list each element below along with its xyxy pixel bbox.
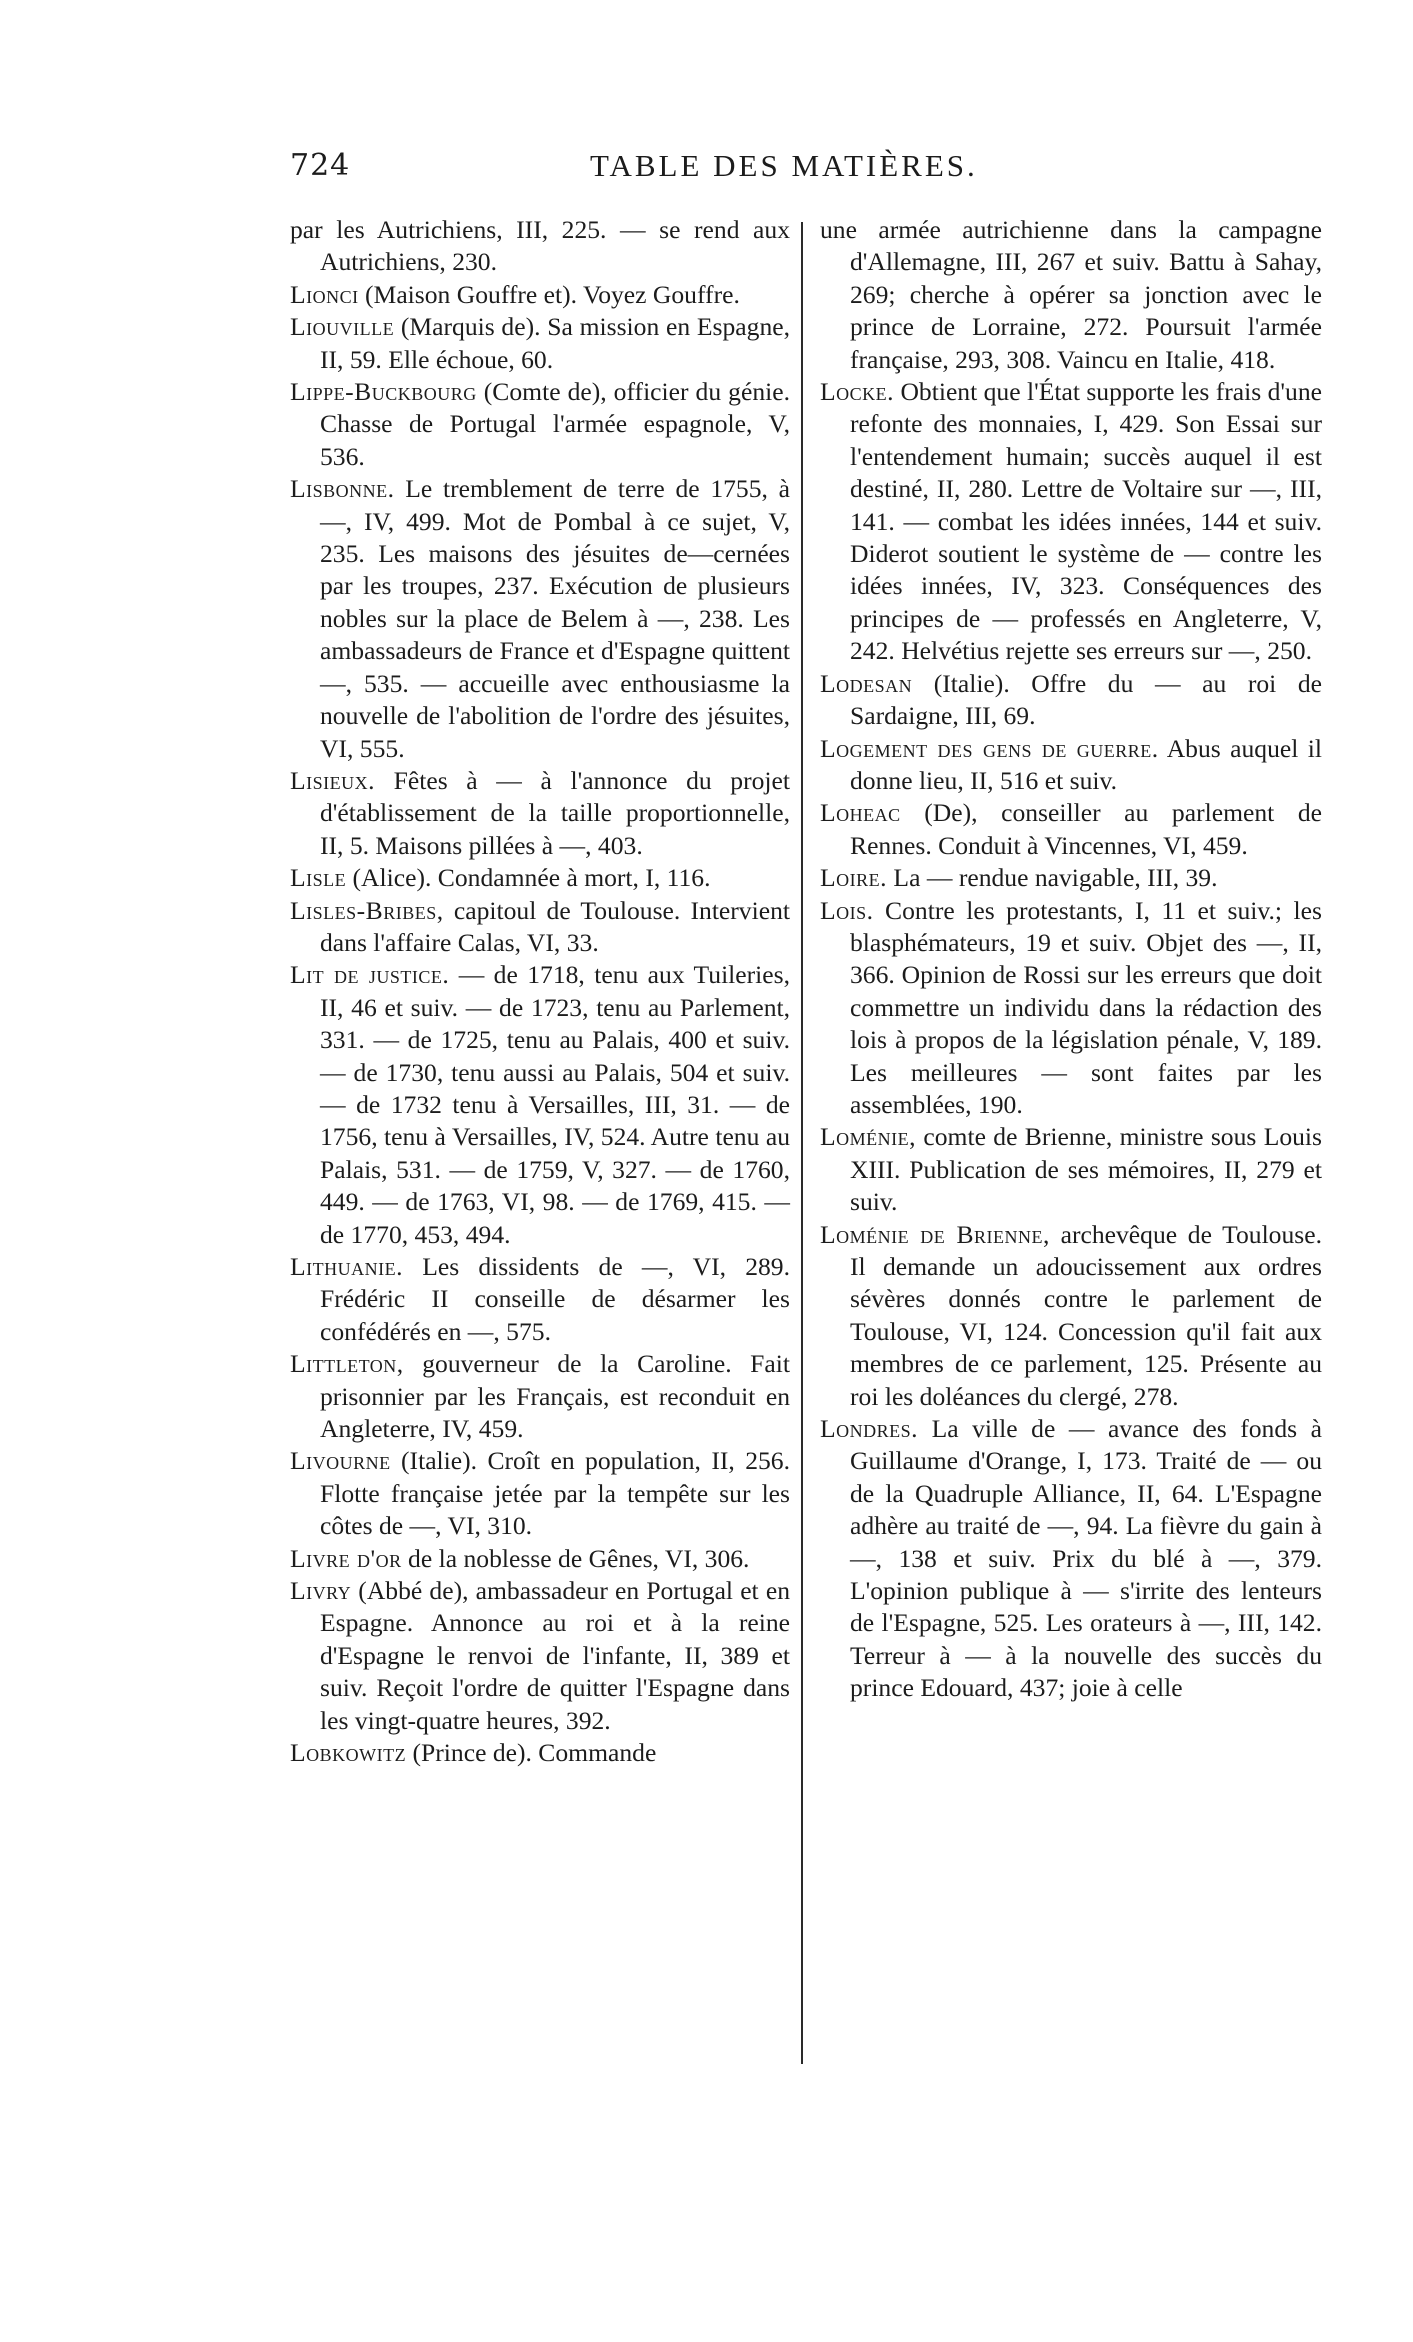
index-entry: Livourne (Italie). Croît en population, II, 256. Flotte française jetée par la tempête sur les côtes de —, VI, 310. [290,1446,790,1541]
page-header [290,148,1050,192]
entry-headword: Loire. [820,863,888,893]
index-entry: Lodesan (Italie). Offre du — au roi de Sardaigne, III, 69. [820,668,1322,731]
right-column [820,214,1322,1705]
entry-headword: Locke. [820,377,895,407]
index-entry: Loire. La — rendue navigable, III, 39. [820,863,1218,893]
index-entry: Londres. La ville de — avance des fonds à Guillaume d'Orange, I, 173. Traité de — ou de la Quadruple Alliance, II, 64. L'Espagne adhère au traité de —, 94. La fièvre du gain à —, 138 et suiv. Prix du blé à —, 379. L'opinion publique à — s'irrite des lenteurs de l'Espagne, 525. Les orateurs à —, III, 142. Terreur à — à la nouvelle des succès du prince Edouard, 437; joie à celle [820,1414,1322,1703]
entry-headword: Lisbonne. [290,474,395,504]
entry-headword: Livre d'or [290,1543,402,1573]
entry-headword: Lippe-Buckbourg [290,377,477,407]
index-entry: Liouville (Marquis de). Sa mission en Espagne, II, 59. Elle échoue, 60. [290,312,790,374]
entry-headword: Lisle [290,863,347,893]
index-entry: Livre d'or de la noblesse de Gênes, VI, 306. [290,1543,750,1573]
index-entry: Loménie de Brienne, archevêque de Toulouse. Il demande un adoucissement aux ordres sévères donnés contre le parlement de Toulouse, VI, 124. Concession qu'il fait aux membres de ce parlement, 125. Présente au roi les doléances du clergé, 278. [820,1219,1322,1411]
entry-headword: Livourne [290,1446,391,1476]
index-entry: Loheac (De), conseiller au parlement de Rennes. Conduit à Vincennes, VI, 459. [820,798,1322,860]
entry-headword: Lithuanie. [290,1252,404,1281]
index-entry: Livry (Abbé de), ambassadeur en Portugal et en Espagne. Annonce au roi et à la reine d'Espagne le renvoi de l'infante, II, 389 et suiv. Reçoit l'ordre de quitter l'Espagne dans les vingt-quatre heures, 392. [290,1576,790,1735]
index-entry: Lisle (Alice). Condamnée à mort, I, 116. [290,863,711,893]
entry-headword: Lisles-Bribes, [290,895,444,925]
column-divider [801,222,803,2064]
entry-headword: Londres. [820,1414,919,1444]
index-entry: Lisles-Bribes, capitoul de Toulouse. Intervient dans l'affaire Calas, VI, 33. [290,895,790,957]
entry-headword: Logement des gens de guerre. [820,733,1159,763]
index-entry: Lionci (Maison Gouffre et). Voyez Gouffre. [290,279,740,309]
page-number: 724 [290,148,351,183]
index-entry: Littleton, gouverneur de la Caroline. Fait prisonnier par les Français, est reconduit en Angleterre, IV, 459. [290,1349,790,1444]
entry-headword: Loheac [820,798,901,828]
index-entry: Lobkowitz (Prince de). Commande [290,1738,657,1768]
index-entry: par les Autrichiens, III, 225. — se rend aux Autrichiens, 230. [290,215,790,277]
index-entry: Locke. Obtient que l'État supporte les frais d'une refonte des monnaies, I, 429. Son Essai sur l'entendement humain; succès auquel il est destiné, II, 280. Lettre de Voltaire sur —, III, 141. — combat les idées innées, 144 et suiv. Diderot soutient le système de — contre les idées innées, IV, 323. Conséquences des principes de — professés en Angleterre, V, 242. Helvétius rejette ses erreurs sur —, 250. [820,377,1322,666]
entry-headword: Liouville [290,312,395,342]
index-entry: Lisbonne. Le tremblement de terre de 1755, à—, IV, 499. Mot de Pombal à ce sujet, V, 235. Les maisons des jésuites de—cernées par les troupes, 237. Exécution de plusieurs nobles sur la place de Belem à —, 238. Les ambassadeurs de France et d'Espagne quittent —, 535. — accueille avec enthousiasme la nouvelle de l'abolition de l'ordre des jésuites, VI, 555. [290,474,790,763]
entry-headword: Lois. [820,895,874,925]
entry-headword: Lisieux. [290,765,376,795]
entry-headword: Lodesan [820,668,913,698]
left-column [290,214,790,1770]
entry-headword: Littleton, [290,1349,404,1379]
entry-headword: Loménie, [820,1122,917,1152]
index-entry: Lit de justice. — de 1718, tenu aux Tuileries, II, 46 et suiv. — de 1723, tenu au Parlement, 331. — de 1725, tenu au Palais, 400 et suiv. — de 1730, tenu aussi au Palais, 504 et suiv. — de 1732 tenu à Versailles, III, 31. — de 1756, tenu à Versailles, IV, 524. Autre tenu au Palais, 531. — de 1759, V, 327. — de 1760, 449. — de 1763, VI, 98. — de 1769, 415. — de 1770, 453, 494. [290,960,790,1249]
index-entry: Logement des gens de guerre. Abus auquel il donne lieu, II, 516 et suiv. [820,733,1322,795]
index-entry: Lisieux. Fêtes à — à l'annonce du projet d'établissement de la taille proportionnelle, II, 5. Maisons pillées à —, 403. [290,765,790,860]
entry-headword: Livry [290,1576,352,1606]
index-entry: Lippe-Buckbourg (Comte de), officier du génie. Chasse de Portugal l'armée espagnole, V, 536. [290,377,790,471]
entry-headword: Lobkowitz [290,1738,407,1768]
index-entry: Loménie, comte de Brienne, ministre sous Louis XIII. Publication de ses mémoires, II, 279 et suiv. [820,1122,1322,1217]
entry-headword: Lit de justice. [290,960,450,990]
index-entry: Lois. Contre les protestants, I, 11 et suiv.; les blasphémateurs, 19 et suiv. Objet des —, II, 366. Opinion de Rossi sur les erreurs que doit commettre un individu dans la rédaction des lois à propos de la législation pénale, V, 189. Les meilleures — sont faites par les assemblées, 190. [820,895,1322,1119]
index-entry: une armée autrichienne dans la campagne d'Allemagne, III, 267 et suiv. Battu à Sahay, 269; cherche à opérer sa jonction avec le prince de Lorraine, 272. Poursuit l'armée française, 293, 308. Vaincu en Italie, 418. [820,215,1322,374]
entry-headword: Loménie de Brienne, [820,1219,1050,1249]
entry-headword: Lionci [290,279,359,309]
running-title: TABLE DES MATIÈRES. [590,148,978,183]
index-entry: Lithuanie. Les dissidents de —, VI, 289. Frédéric II conseille de désarmer les confédérés en —, 575. [290,1252,790,1346]
